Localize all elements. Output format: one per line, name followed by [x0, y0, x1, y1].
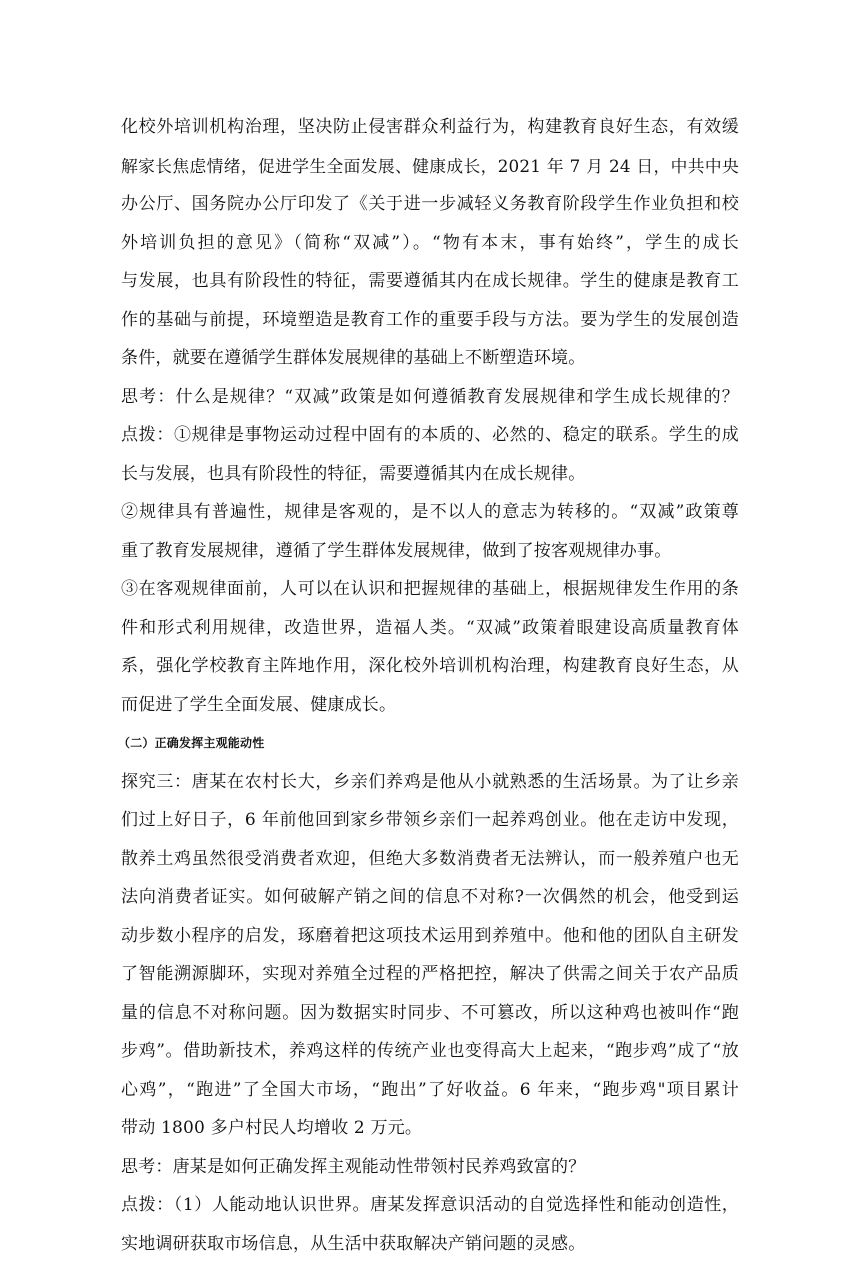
text-line: 办公厅、国务院办公厅印发了《关于进一步减轻义务教育阶段学生作业负担和校	[121, 185, 739, 224]
text-line: 化校外培训机构治理，坚决防止侵害群众利益行为，构建教育良好生态，有效缓	[121, 108, 739, 147]
answer-line: 点拨：（1）人能动地认识世界。唐某发挥意识活动的自觉选择性和能动创造性，	[121, 1186, 739, 1225]
text-line: 散养土鸡虽然很受消费者欢迎，但绝大多数消费者无法辨认，而一般养殖户也无	[121, 840, 739, 879]
question-line: 思考：什么是规律？“双减”政策是如何遵循教育发展规律和学生成长规律的？	[121, 378, 739, 417]
text-line: 们过上好日子，6 年前他回到家乡带领乡亲们一起养鸡创业。他在走访中发现，	[121, 801, 739, 840]
question-line: 思考：唐某是如何正确发挥主观能动性带领村民养鸡致富的？	[121, 1148, 739, 1187]
text-line: 解家长焦虑情绪，促进学生全面发展、健康成长，2021 年 7 月 24 日，中共中央	[121, 147, 739, 186]
text-line: 心鸡”，“跑进”了全国大市场，“跑出”了好收益。6 年来，“跑步鸡"项目累计	[121, 1071, 739, 1110]
document-body	[121, 108, 739, 1263]
text-line: 带动 1800 多户村民人均增收 2 万元。	[121, 1109, 739, 1148]
text-line: 动步数小程序的启发，琢磨着把这项技术运用到养殖中。他和他的团队自主研发	[121, 917, 739, 956]
answer-line: 实地调研获取市场信息，从生活中获取解决产销问题的灵感。	[121, 1225, 739, 1263]
answer-line: 系，强化学校教育主阵地作用，深化校外培训机构治理，构建教育良好生态，从	[121, 647, 739, 686]
answer-line: 长与发展，也具有阶段性的特征，需要遵循其内在成长规律。	[121, 455, 739, 494]
text-line: 探究三：唐某在农村长大，乡亲们养鸡是他从小就熟悉的生活场景。为了让乡亲	[121, 763, 739, 802]
answer-line: 而促进了学生全面发展、健康成长。	[121, 686, 739, 725]
text-line: 量的信息不对称问题。因为数据实时同步、不可篡改，所以这种鸡也被叫作“跑	[121, 994, 739, 1033]
text-line: 作的基础与前提，环境塑造是教育工作的重要手段与方法。要为学生的发展创造	[121, 301, 739, 340]
text-line: 步鸡”。借助新技术，养鸡这样的传统产业也变得高大上起来，“跑步鸡”成了“放	[121, 1032, 739, 1071]
text-line: 条件，就要在遵循学生群体发展规律的基础上不断塑造环境。	[121, 339, 739, 378]
text-line: 法向消费者证实。如何破解产销之间的信息不对称?一次偶然的机会，他受到运	[121, 878, 739, 917]
answer-line: 点拨：①规律是事物运动过程中固有的本质的、必然的、稳定的联系。学生的成	[121, 416, 739, 455]
answer-line: ②规律具有普遍性，规律是客观的，是不以人的意志为转移的。“双减”政策尊	[121, 493, 739, 532]
text-line: 了智能溯源脚环，实现对养殖全过程的严格把控，解决了供需之间关于农产品质	[121, 955, 739, 994]
answer-line: ③在客观规律面前，人可以在认识和把握规律的基础上，根据规律发生作用的条	[121, 570, 739, 609]
section-heading: （二）正确发挥主观能动性	[118, 724, 739, 763]
text-line: 外培训负担的意见》（简称“双减”）。“物有本末，事有始终”，学生的成长	[121, 224, 739, 263]
answer-line: 重了教育发展规律，遵循了学生群体发展规律，做到了按客观规律办事。	[121, 532, 739, 571]
text-line: 与发展，也具有阶段性的特征，需要遵循其内在成长规律。学生的健康是教育工	[121, 262, 739, 301]
answer-line: 件和形式利用规律，改造世界，造福人类。“双减”政策着眼建设高质量教育体	[121, 609, 739, 648]
